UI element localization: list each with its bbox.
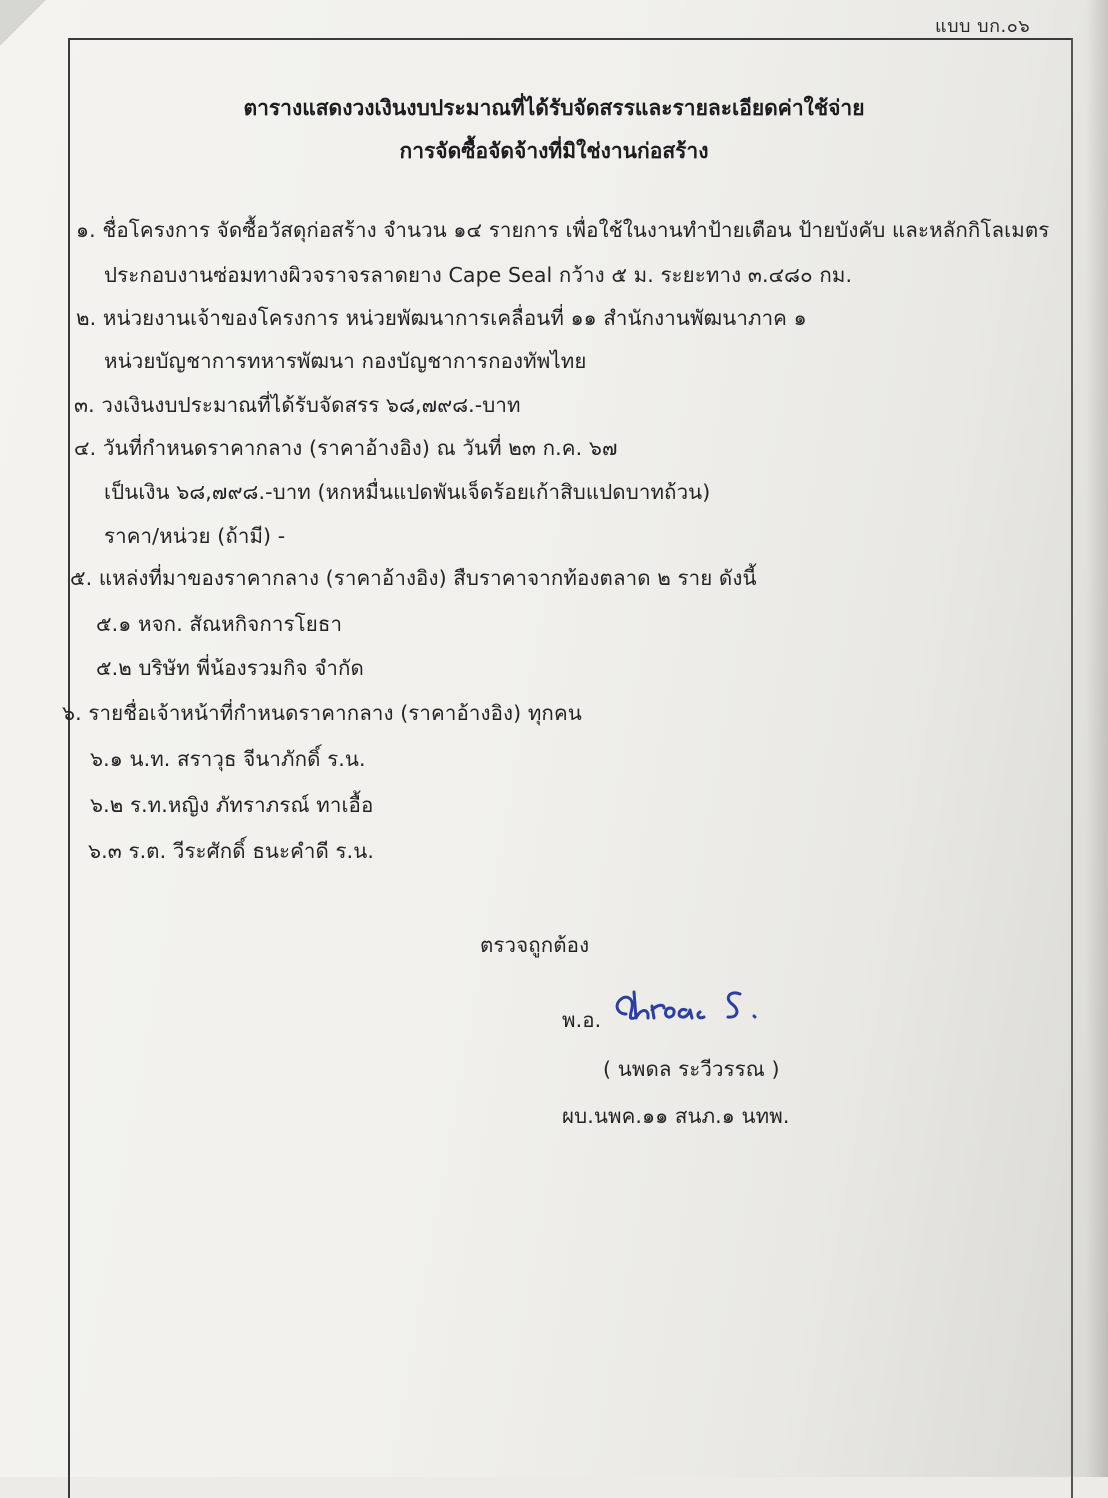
item-1-project-name: ๑. ชื่อโครงการ จัดซื้อวัสดุก่อสร้าง จำนวน ๑๔ รายการ เพื่อใช้ในงานทำป้ายเตือน ป้ายบังคับ และหลักกิโลเมตร [76,218,1050,242]
item-2-agency: ๒. หน่วยงานเจ้าของโครงการ หน่วยพัฒนาการเคลื่อนที่ ๑๑ สำนักงานพัฒนาภาค ๑ [76,306,807,330]
signer-name: ( นพดล ระวีวรรณ ) [603,1057,780,1081]
item-4-reference-date: ๔. วันที่กำหนดราคากลาง (ราคาอ้างอิง) ณ วันที่ ๒๓ ก.ค. ๖๗ [74,436,618,460]
item-6-official-1: ๖.๑ น.ท. สราวุธ จีนาภักดิ์ ร.น. [90,747,366,771]
item-6-official-3: ๖.๓ ร.ต. วีระศักดิ์ ธนะคำดี ร.น. [88,839,374,863]
page-edge-shadow [1086,0,1108,1477]
item-4-unit-price: ราคา/หน่วย (ถ้ามี) - [104,524,286,548]
handwritten-signature [604,984,764,1034]
item-6-officials-heading: ๖. รายชื่อเจ้าหน้าที่กำหนดราคากลาง (ราคาอ้างอิง) ทุกคน [62,701,582,725]
signer-position: ผบ.นพค.๑๑ สนภ.๑ นทพ. [562,1104,790,1128]
folded-corner [0,0,46,46]
item-6-official-2: ๖.๒ ร.ท.หญิง ภัทราภรณ์ ทาเอื้อ [90,793,374,817]
item-5-source-2: ๕.๒ บริษัท พี่น้องรวมกิจ จำกัด [96,656,364,680]
item-2-agency-cont: หน่วยบัญชาการทหารพัฒนา กองบัญชาการกองทัพไทย [104,349,587,373]
document-title-line1: ตารางแสดงวงเงินงบประมาณที่ได้รับจัดสรรและรายละเอียดค่าใช้จ่าย [243,96,865,120]
item-5-sources-heading: ๕. แหล่งที่มาของราคากลาง (ราคาอ้างอิง) สืบราคาจากท้องตลาด ๒ ราย ดังนี้ [70,566,757,590]
item-4-reference-amount: เป็นเงิน ๖๘,๗๙๘.-บาท (หกหมื่นแปดพันเจ็ดร้อยเก้าสิบแปดบาทถ้วน) [104,480,711,504]
item-1-project-name-cont: ประกอบงานซ่อมทางผิวจราจรลาดยาง Cape Seal กว้าง ๕ ม. ระยะทาง ๓.๔๘๐ กม. [104,263,853,287]
signer-rank: พ.อ. [562,1008,602,1032]
item-5-source-1: ๕.๑ หจก. สัณหกิจการโยธา [96,612,343,636]
item-3-budget: ๓. วงเงินงบประมาณที่ได้รับจัดสรร ๖๘,๗๙๘.-บาท [74,393,521,417]
form-code: แบบ บก.๐๖ [935,16,1031,37]
verified-label: ตรวจถูกต้อง [480,933,590,957]
document-title-line2: การจัดซื้อจัดจ้างที่มิใช่งานก่อสร้าง [399,139,709,163]
